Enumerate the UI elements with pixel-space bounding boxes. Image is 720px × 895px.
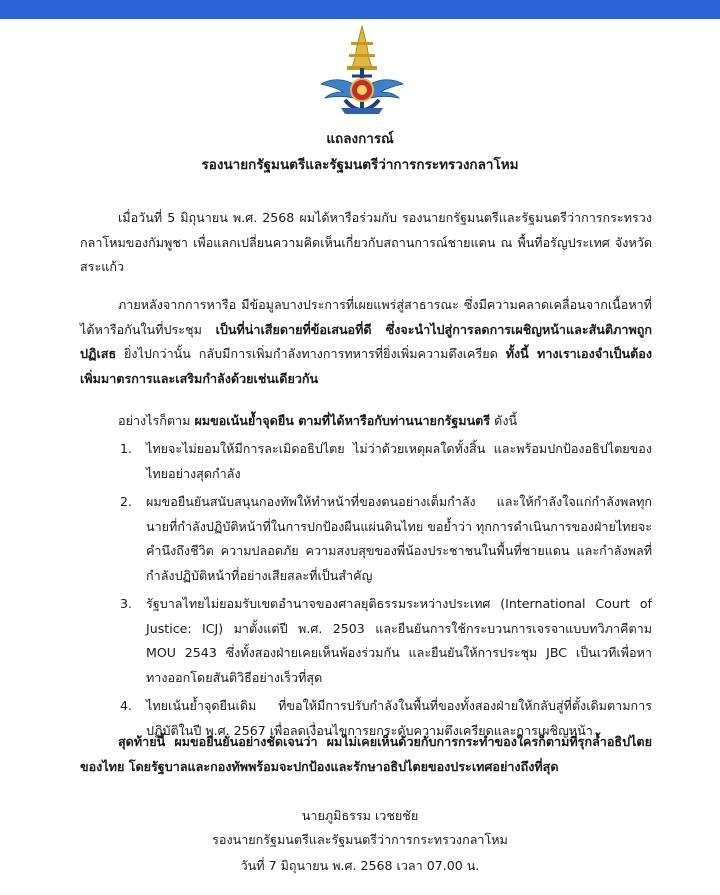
p3-text-a: อย่างไรก็ตาม — [118, 413, 195, 428]
list-item-number: 2. — [120, 494, 133, 509]
list-item-text: ผมขอยืนยันสนับสนุนกองทัพให้ทำหน้าที่ของตนอย่างเต็มกำลัง และให้กำลังใจแก่กำลังพลทุกนายที่กำลังปฏิบัติหน้าที่ในการปกป้องผืนแผ่นดินไทย ขอย้ำว่า ทุกการดำเนินการของฝ่ายไทยจะคำนึงถึงชีวิต ความปลอดภัย ความสงบสุขของพี่น้องประชาชนในพื้นที่ชายแดน และกำลังพลที่กำลังปฏิบัติหน้าที่อย่างเสียสละที่เป็นสำคัญ — [146, 494, 652, 583]
p3-text-c: ดังนี้ — [490, 413, 518, 428]
p2-text-a: ภายหลังจากการหารือ มีข้อมูลบางประการที่เผยแพร่สู่สาธารณะ ซึ่งมีความคลาดเคลื่อนจากเนื้อหาที่ได้หารือกันในที่ประชุม — [80, 297, 652, 337]
list-item-text: รัฐบาลไทยไม่ยอมรับเขตอำนาจของศาลยุติธรรมระหว่างประเทศ (International Court of Justice: ICJ) มาตั้งแต่ปี พ.ศ. 2503 และยืนยันการใช้กระบวนการเจรจาแบบทวิภาคีตาม MOU 2543 ซึ่งทั้งสองฝ่ายเคยเห็นพ้องร่วมกัน และยืนยันให้การประชุม JBC เป็นเวทีเพื่อหาทางออกโดยสันติวิธีอย่างเร็วที่สุด — [146, 596, 652, 685]
p2-text-c: ยิ่งไปกว่านั้น กลับมีการเพิ่มกำลังทางการทหารที่ยิ่งเพิ่มความตึงเครียด — [116, 346, 506, 361]
signature-position: รองนายกรัฐมนตรีและรัฐมนตรีว่าการกระทรวงกลาโหม — [212, 832, 508, 847]
stance-list — [80, 437, 652, 747]
paragraph-meeting: เมื่อวันที่ 5 มิถุนายน พ.ศ. 2568 ผมได้หารือร่วมกับ รองนายกรัฐมนตรีและรัฐมนตรีว่าการกระทรวงกลาโหมของกัมพูชา เพื่อแลกเปลี่ยนความคิดเห็นเกี่ยวกับสถานการณ์ชายแดน ณ พื้นที่อรัญประเทศ จังหวัดสระแก้ว — [80, 210, 652, 274]
list-item-number: 4. — [120, 698, 133, 713]
ministry-emblem-icon — [319, 24, 405, 120]
p2-text-d: ทั้งนี้ ทางเราเองจำเป็นต้องเพิ่มมาตรการและเสริมกำลังด้วยเช่นเดียวกัน — [80, 346, 652, 386]
announcement-title: แถลงการณ์ — [326, 131, 394, 147]
list-item — [80, 592, 652, 690]
signature-name: นายภูมิธรรม เวชยชัย — [301, 808, 419, 823]
top-bar — [0, 0, 720, 19]
closing-statement: สุดท้ายนี้ ผมขอยืนยันอย่างชัดเจนว่า ผมไม่เคยเห็นด้วยกับการกระทำของใครก็ตามที่รุกล้ำอธิปไตยของไทย โดยรัฐบาลและกองทัพพร้อมจะปกป้องและรักษาอธิปไตยของประเทศอย่างถึงที่สุด — [80, 734, 652, 774]
list-item-text: ไทยจะไม่ยอมให้มีการละเมิดอธิปไตย ไม่ว่าด้วยเหตุผลใดทั้งสิ้น และพร้อมปกป้องอธิปไตยของไทยอย่างสุดกำลัง — [146, 441, 652, 481]
list-item-text: ไทยเน้นย้ำจุดยืนเดิม ที่ขอให้มีการปรับกำลังในพื้นที่ของทั้งสองฝ่ายให้กลับสู่ที่ตั้งเดิมตามการปฏิบัติในปี พ.ศ. 2567 เพื่อลดเงื่อนไขการยกระดับความตึงเครียดและการเผชิญหน้า — [146, 698, 652, 738]
paragraph-however — [80, 409, 652, 434]
announcement-subtitle: รองนายกรัฐมนตรีและรัฐมนตรีว่าการกระทรวงกลาโหม — [201, 157, 519, 173]
list-item — [80, 490, 652, 588]
p2-text-b: เป็นที่น่าเสียดายที่ข้อเสนอที่ดี ซึ่งจะนำไปสู่การลดการเผชิญหน้าและสันติภาพถูกปฏิเสธ — [80, 321, 652, 361]
list-item-number: 1. — [120, 441, 133, 456]
paragraph-after-meeting — [80, 293, 652, 391]
p3-text-b: ผมขอเน้นย้ำจุดยืน ตามที่ได้หารือกับท่านนายกรัฐมนตรี — [194, 413, 491, 428]
list-item — [80, 437, 652, 486]
signature-date: วันที่ 7 มิถุนายน พ.ศ. 2568 เวลา 07.00 น. — [240, 858, 480, 873]
list-item-number: 3. — [120, 596, 133, 611]
